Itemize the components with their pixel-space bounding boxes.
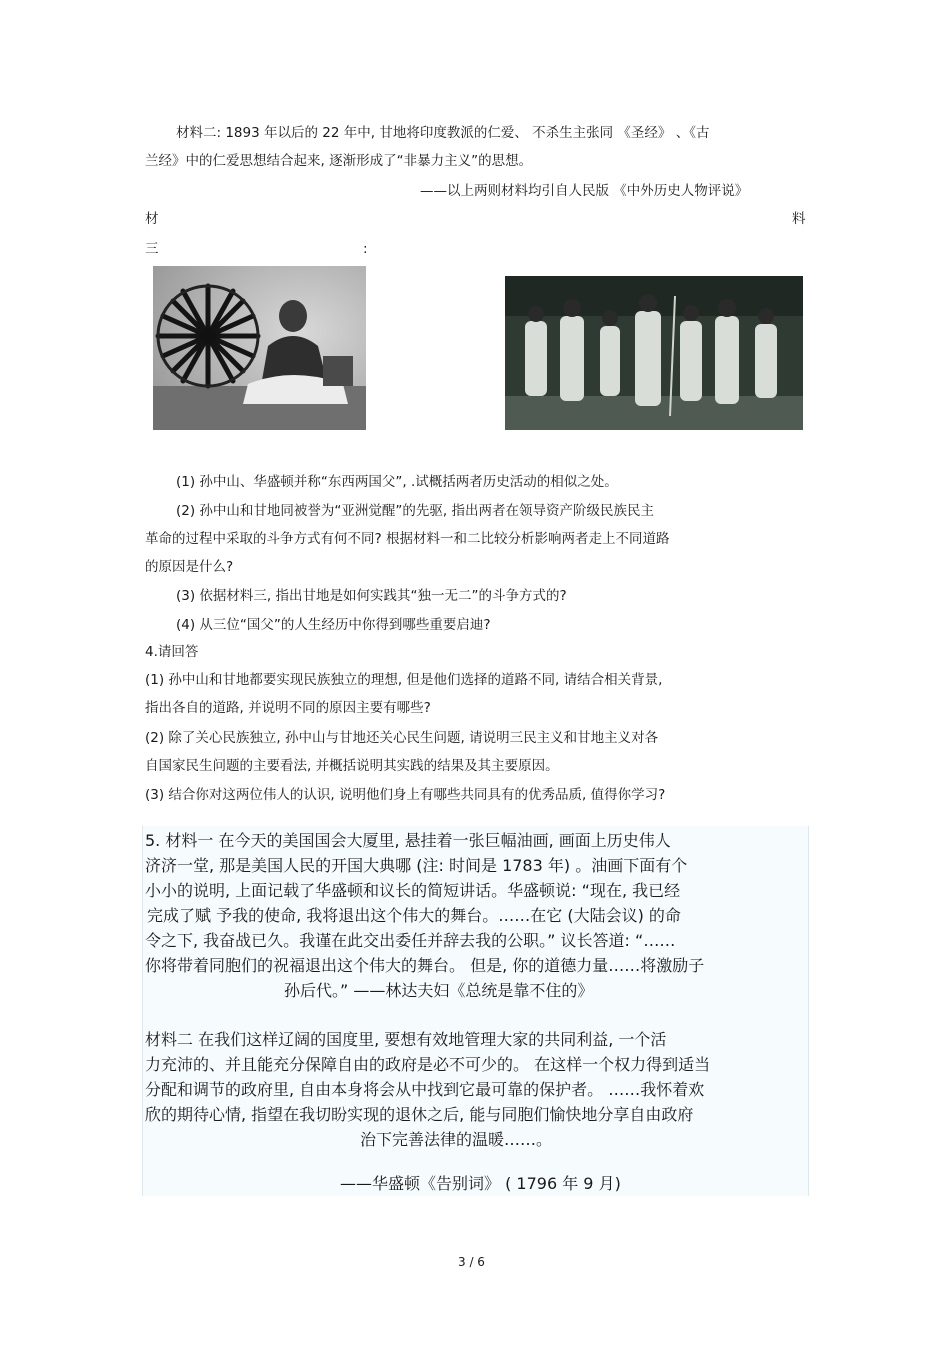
salt-march-photo (505, 276, 803, 430)
material-three-label-left: 材 (145, 211, 159, 227)
page-number: 3 / 6 (458, 1255, 485, 1269)
q5-material-1-line-7: 孙后代。” ——林达夫妇《总统是靠不住的》 (284, 981, 594, 1000)
section-4-part-1-line-1: (1) 孙中山和甘地都要实现民族独立的理想, 但是他们选择的道路不同, 请结合相关背景, (145, 672, 663, 688)
material-three-label-right: 料 (792, 211, 806, 227)
section-4-heading: 4.请回答 (145, 644, 199, 660)
q5-material-1-line-6: 你将带着同胞们的祝福退出这个伟大的舞台。 但是, 你的道德力量……将激励子 (145, 956, 705, 975)
question-2-line-1: (2) 孙中山和甘地同被誉为“亚洲觉醒”的先驱, 指出两者在领导资产阶级民族民主 (176, 503, 654, 519)
q5-material-2-line-5: 治下完善法律的温暖……。 (360, 1130, 553, 1149)
q5-material-2-line-1: 材料二 在我们这样辽阔的国度里, 要想有效地管理大家的共同利益, 一个活 (145, 1030, 667, 1049)
question-3: (3) 依据材料三, 指出甘地是如何实践其“独一无二”的斗争方式的? (176, 588, 567, 604)
question-1: (1) 孙中山、华盛顿并称“东西两国父”, .试概括两者历史活动的相似之处。 (176, 474, 618, 490)
q5-material-2-source: ——华盛顿《告别词》 ( 1796 年 9 月) (340, 1174, 621, 1193)
question-4: (4) 从三位“国父”的人生经历中你得到哪些重要启迪? (176, 617, 491, 633)
section-4-part-1-line-2: 指出各自的道路, 并说明不同的原因主要有哪些? (145, 700, 431, 716)
material-three-label-san: 三 (145, 241, 159, 257)
material-two-line-2: 兰经》中的仁爱思想结合起来, 逐渐形成了“非暴力主义”的思想。 (145, 153, 533, 169)
q5-material-1-line-5: 令之下, 我奋战已久。我谨在此交出委任并辞去我的公职。” 议长答道: “…… (145, 931, 676, 950)
q5-material-2-line-4: 欣的期待心情, 指望在我切盼实现的退休之后, 能与同胞们愉快地分享自由政府 (145, 1105, 694, 1124)
section-4-part-2-line-2: 自国家民生问题的主要看法, 并概括说明其实践的结果及其主要原因。 (145, 758, 559, 774)
material-two-line-1: 材料二: 1893 年以后的 22 年中, 甘地将印度教派的仁爱、 不杀生主张同 《圣经》 、《古 (176, 125, 710, 141)
q5-material-1-line-3: 小小的说明, 上面记载了华盛顿和议长的简短讲话。华盛顿说: “现在, 我已经 (145, 881, 681, 900)
question-2-line-3: 的原因是什么? (145, 559, 234, 575)
material-three-colon: : (363, 241, 368, 257)
section-4-part-2-line-1: (2) 除了关心民族独立, 孙中山与甘地还关心民生问题, 请说明三民主义和甘地主义对各 (145, 730, 659, 746)
section-4-part-3: (3) 结合你对这两位伟人的认识, 说明他们身上有哪些共同具有的优秀品质, 值得你学习? (145, 787, 666, 803)
question-2-line-2: 革命的过程中采取的斗争方式有何不同? 根据材料一和二比较分析影响两者走上不同道路 (145, 531, 670, 547)
q5-material-1-line-2: 济济一堂, 那是美国人民的开国大典哪 (注: 时间是 1783 年) 。油画下面有个 (145, 856, 688, 875)
q5-material-1-line-1: 5. 材料一 在今天的美国国会大厦里, 悬挂着一张巨幅油画, 画面上历史伟人 (145, 831, 671, 850)
source-citation: ——以上两则材料均引自人民版 《中外历史人物评说》 (420, 183, 749, 199)
q5-material-2-line-3: 分配和调节的政府里, 自由本身将会从中找到它最可靠的保护者。 ……我怀着欢 (145, 1080, 705, 1099)
gandhi-spinning-wheel-photo (153, 266, 366, 430)
q5-material-2-line-2: 力充沛的、并且能充分保障自由的政府是必不可少的。 在这样一个权力得到适当 (145, 1055, 711, 1074)
q5-material-1-line-4: 完成了赋 予我的使命, 我将退出这个伟大的舞台。……在它 (大陆会议) 的命 (147, 906, 681, 925)
